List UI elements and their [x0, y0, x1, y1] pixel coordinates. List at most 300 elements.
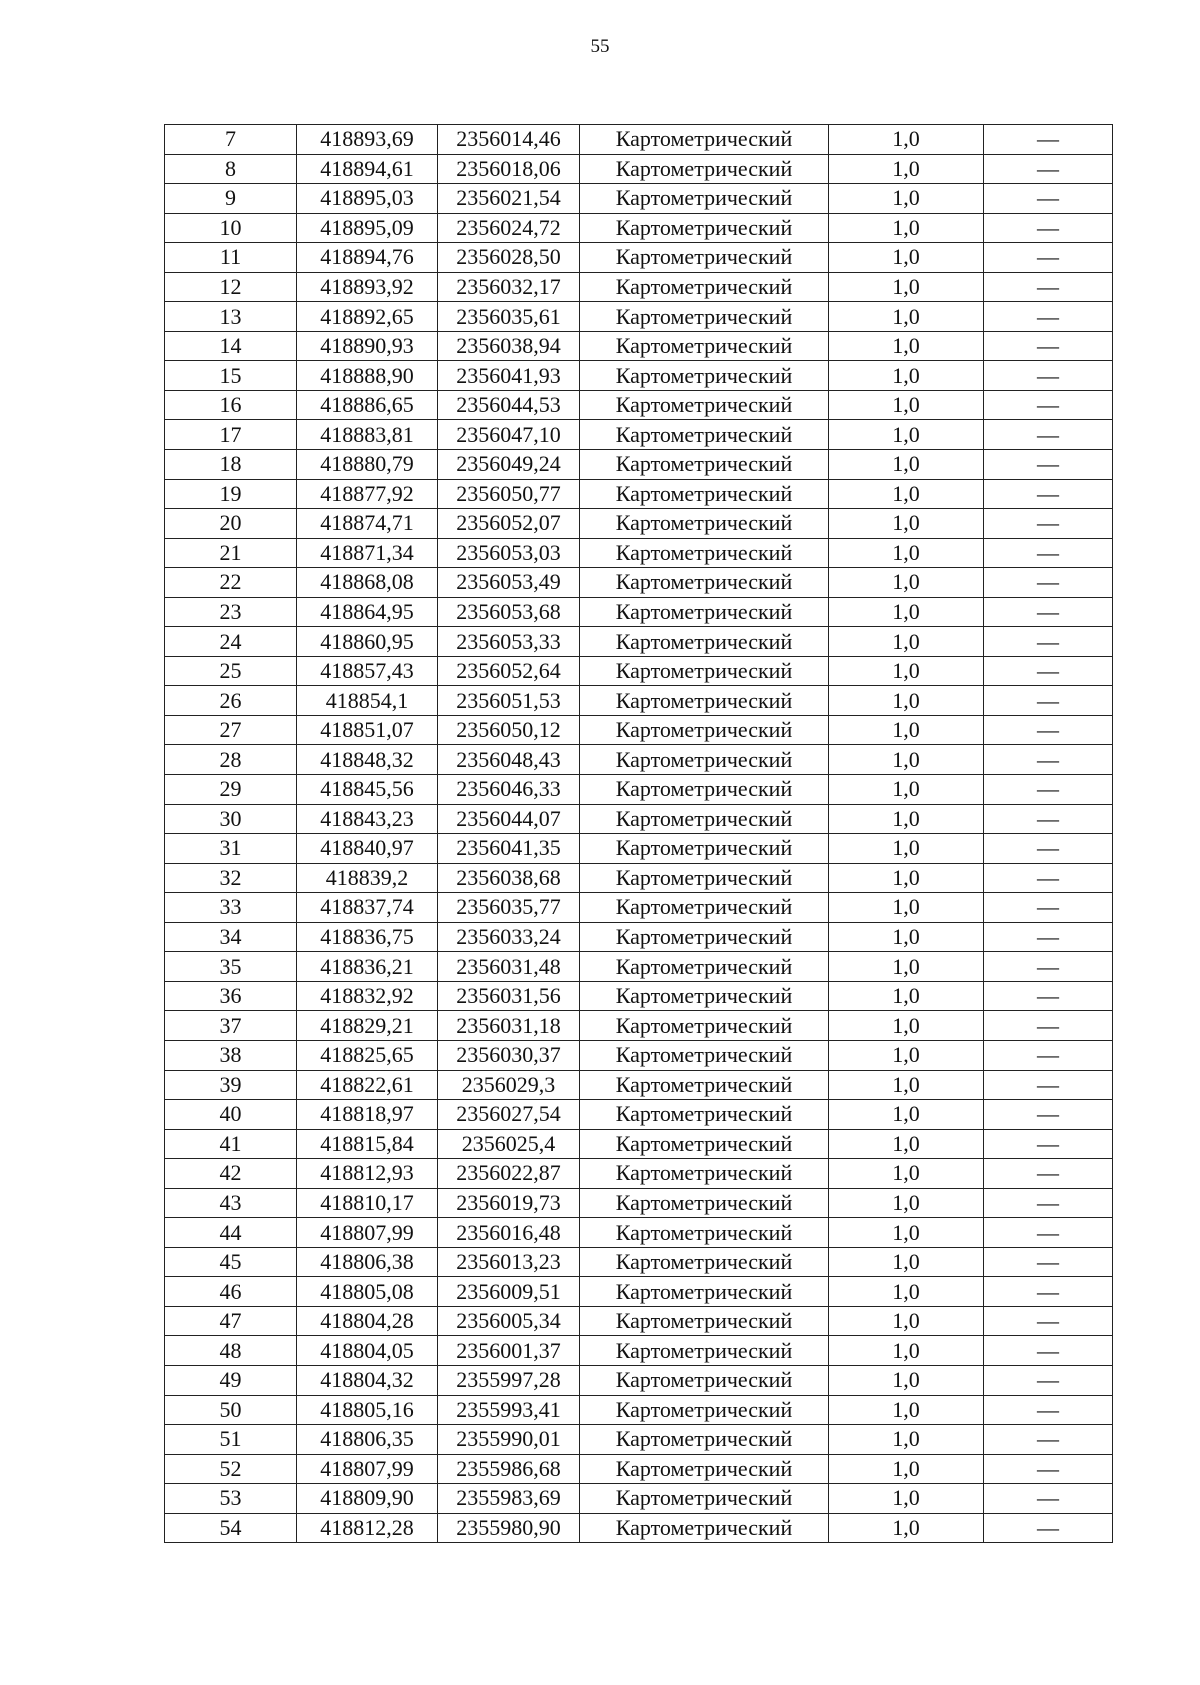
description-cell: — [984, 272, 1113, 302]
table-row [165, 1247, 1113, 1277]
table-row [165, 1129, 1113, 1159]
point-number-cell: 23 [165, 597, 297, 627]
y-coordinate-cell: 2356053,33 [438, 627, 580, 657]
x-coordinate-cell: 418840,97 [297, 834, 438, 864]
table-row [165, 1218, 1113, 1248]
method-cell: Картометрический [580, 981, 829, 1011]
method-cell: Картометрический [580, 1336, 829, 1366]
point-number-cell: 54 [165, 1513, 297, 1543]
table-row [165, 302, 1113, 332]
y-coordinate-cell: 2355980,90 [438, 1513, 580, 1543]
table-row [165, 125, 1113, 155]
point-number-cell: 34 [165, 922, 297, 952]
accuracy-cell: 1,0 [829, 863, 984, 893]
accuracy-cell: 1,0 [829, 804, 984, 834]
coordinates-table-body [165, 125, 1113, 1543]
x-coordinate-cell: 418895,03 [297, 184, 438, 214]
accuracy-cell: 1,0 [829, 1425, 984, 1455]
accuracy-cell: 1,0 [829, 1188, 984, 1218]
x-coordinate-cell: 418815,84 [297, 1129, 438, 1159]
y-coordinate-cell: 2356052,07 [438, 509, 580, 539]
method-cell: Картометрический [580, 509, 829, 539]
method-cell: Картометрический [580, 125, 829, 155]
y-coordinate-cell: 2356025,4 [438, 1129, 580, 1159]
y-coordinate-cell: 2356053,49 [438, 568, 580, 598]
x-coordinate-cell: 418837,74 [297, 893, 438, 923]
x-coordinate-cell: 418888,90 [297, 361, 438, 391]
accuracy-cell: 1,0 [829, 479, 984, 509]
table-row [165, 686, 1113, 716]
x-coordinate-cell: 418894,76 [297, 243, 438, 273]
description-cell: — [984, 1247, 1113, 1277]
method-cell: Картометрический [580, 715, 829, 745]
description-cell: — [984, 627, 1113, 657]
x-coordinate-cell: 418807,99 [297, 1454, 438, 1484]
description-cell: — [984, 1129, 1113, 1159]
y-coordinate-cell: 2356013,23 [438, 1247, 580, 1277]
point-number-cell: 30 [165, 804, 297, 834]
table-row [165, 1277, 1113, 1307]
accuracy-cell: 1,0 [829, 1277, 984, 1307]
x-coordinate-cell: 418818,97 [297, 1100, 438, 1130]
x-coordinate-cell: 418804,28 [297, 1306, 438, 1336]
table-row [165, 184, 1113, 214]
y-coordinate-cell: 2355993,41 [438, 1395, 580, 1425]
y-coordinate-cell: 2356018,06 [438, 154, 580, 184]
method-cell: Картометрический [580, 302, 829, 332]
point-number-cell: 24 [165, 627, 297, 657]
y-coordinate-cell: 2355997,28 [438, 1365, 580, 1395]
accuracy-cell: 1,0 [829, 213, 984, 243]
x-coordinate-cell: 418860,95 [297, 627, 438, 657]
accuracy-cell: 1,0 [829, 1011, 984, 1041]
point-number-cell: 50 [165, 1395, 297, 1425]
point-number-cell: 40 [165, 1100, 297, 1130]
x-coordinate-cell: 418848,32 [297, 745, 438, 775]
x-coordinate-cell: 418851,07 [297, 715, 438, 745]
accuracy-cell: 1,0 [829, 1336, 984, 1366]
accuracy-cell: 1,0 [829, 1218, 984, 1248]
accuracy-cell: 1,0 [829, 1100, 984, 1130]
table-row [165, 390, 1113, 420]
description-cell: — [984, 1425, 1113, 1455]
point-number-cell: 46 [165, 1277, 297, 1307]
point-number-cell: 49 [165, 1365, 297, 1395]
table-row [165, 952, 1113, 982]
table-row [165, 627, 1113, 657]
x-coordinate-cell: 418825,65 [297, 1040, 438, 1070]
table-row [165, 1336, 1113, 1366]
y-coordinate-cell: 2356051,53 [438, 686, 580, 716]
table-row [165, 1484, 1113, 1514]
point-number-cell: 28 [165, 745, 297, 775]
method-cell: Картометрический [580, 213, 829, 243]
table-row [165, 1011, 1113, 1041]
table-row [165, 597, 1113, 627]
method-cell: Картометрический [580, 745, 829, 775]
point-number-cell: 36 [165, 981, 297, 1011]
description-cell: — [984, 745, 1113, 775]
accuracy-cell: 1,0 [829, 1484, 984, 1514]
point-number-cell: 48 [165, 1336, 297, 1366]
method-cell: Картометрический [580, 1425, 829, 1455]
x-coordinate-cell: 418806,38 [297, 1247, 438, 1277]
table-row [165, 893, 1113, 923]
accuracy-cell: 1,0 [829, 509, 984, 539]
table-row [165, 1188, 1113, 1218]
x-coordinate-cell: 418880,79 [297, 450, 438, 480]
x-coordinate-cell: 418871,34 [297, 538, 438, 568]
accuracy-cell: 1,0 [829, 1454, 984, 1484]
method-cell: Картометрический [580, 420, 829, 450]
method-cell: Картометрический [580, 1484, 829, 1514]
method-cell: Картометрический [580, 1188, 829, 1218]
accuracy-cell: 1,0 [829, 538, 984, 568]
description-cell: — [984, 893, 1113, 923]
x-coordinate-cell: 418883,81 [297, 420, 438, 450]
method-cell: Картометрический [580, 184, 829, 214]
accuracy-cell: 1,0 [829, 893, 984, 923]
description-cell: — [984, 656, 1113, 686]
y-coordinate-cell: 2356053,03 [438, 538, 580, 568]
method-cell: Картометрический [580, 1454, 829, 1484]
x-coordinate-cell: 418807,99 [297, 1218, 438, 1248]
point-number-cell: 41 [165, 1129, 297, 1159]
x-coordinate-cell: 418804,05 [297, 1336, 438, 1366]
description-cell: — [984, 1040, 1113, 1070]
accuracy-cell: 1,0 [829, 331, 984, 361]
accuracy-cell: 1,0 [829, 361, 984, 391]
description-cell: — [984, 952, 1113, 982]
point-number-cell: 16 [165, 390, 297, 420]
method-cell: Картометрический [580, 154, 829, 184]
y-coordinate-cell: 2356038,68 [438, 863, 580, 893]
y-coordinate-cell: 2356029,3 [438, 1070, 580, 1100]
description-cell: — [984, 1218, 1113, 1248]
accuracy-cell: 1,0 [829, 390, 984, 420]
point-number-cell: 26 [165, 686, 297, 716]
point-number-cell: 32 [165, 863, 297, 893]
x-coordinate-cell: 418893,92 [297, 272, 438, 302]
x-coordinate-cell: 418810,17 [297, 1188, 438, 1218]
y-coordinate-cell: 2356053,68 [438, 597, 580, 627]
y-coordinate-cell: 2356024,72 [438, 213, 580, 243]
method-cell: Картометрический [580, 1277, 829, 1307]
y-coordinate-cell: 2356016,48 [438, 1218, 580, 1248]
x-coordinate-cell: 418829,21 [297, 1011, 438, 1041]
point-number-cell: 29 [165, 775, 297, 805]
y-coordinate-cell: 2356035,61 [438, 302, 580, 332]
description-cell: — [984, 331, 1113, 361]
table-row [165, 715, 1113, 745]
description-cell: — [984, 775, 1113, 805]
point-number-cell: 14 [165, 331, 297, 361]
y-coordinate-cell: 2356009,51 [438, 1277, 580, 1307]
x-coordinate-cell: 418832,92 [297, 981, 438, 1011]
description-cell: — [984, 1070, 1113, 1100]
method-cell: Картометрический [580, 538, 829, 568]
y-coordinate-cell: 2356032,17 [438, 272, 580, 302]
x-coordinate-cell: 418874,71 [297, 509, 438, 539]
method-cell: Картометрический [580, 834, 829, 864]
accuracy-cell: 1,0 [829, 302, 984, 332]
point-number-cell: 53 [165, 1484, 297, 1514]
table-row [165, 981, 1113, 1011]
description-cell: — [984, 715, 1113, 745]
x-coordinate-cell: 418804,32 [297, 1365, 438, 1395]
accuracy-cell: 1,0 [829, 184, 984, 214]
y-coordinate-cell: 2356005,34 [438, 1306, 580, 1336]
x-coordinate-cell: 418894,61 [297, 154, 438, 184]
x-coordinate-cell: 418836,75 [297, 922, 438, 952]
accuracy-cell: 1,0 [829, 1070, 984, 1100]
accuracy-cell: 1,0 [829, 1306, 984, 1336]
method-cell: Картометрический [580, 1129, 829, 1159]
y-coordinate-cell: 2356044,53 [438, 390, 580, 420]
method-cell: Картометрический [580, 1247, 829, 1277]
x-coordinate-cell: 418805,08 [297, 1277, 438, 1307]
method-cell: Картометрический [580, 627, 829, 657]
table-row [165, 420, 1113, 450]
point-number-cell: 9 [165, 184, 297, 214]
method-cell: Картометрический [580, 479, 829, 509]
point-number-cell: 35 [165, 952, 297, 982]
method-cell: Картометрический [580, 1306, 829, 1336]
table-row [165, 1306, 1113, 1336]
accuracy-cell: 1,0 [829, 952, 984, 982]
table-row [165, 1454, 1113, 1484]
x-coordinate-cell: 418805,16 [297, 1395, 438, 1425]
y-coordinate-cell: 2356052,64 [438, 656, 580, 686]
x-coordinate-cell: 418809,90 [297, 1484, 438, 1514]
description-cell: — [984, 213, 1113, 243]
description-cell: — [984, 1513, 1113, 1543]
point-number-cell: 19 [165, 479, 297, 509]
table-row [165, 479, 1113, 509]
method-cell: Картометрический [580, 1365, 829, 1395]
y-coordinate-cell: 2356022,87 [438, 1159, 580, 1189]
method-cell: Картометрический [580, 272, 829, 302]
table-row [165, 1070, 1113, 1100]
method-cell: Картометрический [580, 450, 829, 480]
x-coordinate-cell: 418886,65 [297, 390, 438, 420]
y-coordinate-cell: 2356038,94 [438, 331, 580, 361]
description-cell: — [984, 804, 1113, 834]
accuracy-cell: 1,0 [829, 981, 984, 1011]
x-coordinate-cell: 418864,95 [297, 597, 438, 627]
x-coordinate-cell: 418812,28 [297, 1513, 438, 1543]
description-cell: — [984, 1484, 1113, 1514]
method-cell: Картометрический [580, 893, 829, 923]
table-row [165, 568, 1113, 598]
y-coordinate-cell: 2356048,43 [438, 745, 580, 775]
table-row [165, 922, 1113, 952]
table-row [165, 1395, 1113, 1425]
point-number-cell: 31 [165, 834, 297, 864]
coordinates-table [164, 124, 1113, 1543]
description-cell: — [984, 154, 1113, 184]
x-coordinate-cell: 418877,92 [297, 479, 438, 509]
y-coordinate-cell: 2356049,24 [438, 450, 580, 480]
y-coordinate-cell: 2356041,93 [438, 361, 580, 391]
point-number-cell: 10 [165, 213, 297, 243]
accuracy-cell: 1,0 [829, 1159, 984, 1189]
method-cell: Картометрический [580, 686, 829, 716]
point-number-cell: 18 [165, 450, 297, 480]
point-number-cell: 43 [165, 1188, 297, 1218]
table-row [165, 213, 1113, 243]
y-coordinate-cell: 2356030,37 [438, 1040, 580, 1070]
method-cell: Картометрический [580, 243, 829, 273]
point-number-cell: 12 [165, 272, 297, 302]
accuracy-cell: 1,0 [829, 656, 984, 686]
accuracy-cell: 1,0 [829, 1129, 984, 1159]
point-number-cell: 21 [165, 538, 297, 568]
table-row [165, 243, 1113, 273]
accuracy-cell: 1,0 [829, 627, 984, 657]
point-number-cell: 15 [165, 361, 297, 391]
point-number-cell: 51 [165, 1425, 297, 1455]
y-coordinate-cell: 2356027,54 [438, 1100, 580, 1130]
page-number: 55 [590, 36, 610, 57]
description-cell: — [984, 450, 1113, 480]
accuracy-cell: 1,0 [829, 1247, 984, 1277]
point-number-cell: 25 [165, 656, 297, 686]
y-coordinate-cell: 2356035,77 [438, 893, 580, 923]
description-cell: — [984, 981, 1113, 1011]
table-row [165, 745, 1113, 775]
description-cell: — [984, 1011, 1113, 1041]
method-cell: Картометрический [580, 1159, 829, 1189]
accuracy-cell: 1,0 [829, 1040, 984, 1070]
description-cell: — [984, 509, 1113, 539]
point-number-cell: 27 [165, 715, 297, 745]
table-row [165, 834, 1113, 864]
method-cell: Картометрический [580, 1218, 829, 1248]
description-cell: — [984, 834, 1113, 864]
description-cell: — [984, 1306, 1113, 1336]
x-coordinate-cell: 418845,56 [297, 775, 438, 805]
x-coordinate-cell: 418890,93 [297, 331, 438, 361]
y-coordinate-cell: 2356050,77 [438, 479, 580, 509]
method-cell: Картометрический [580, 1040, 829, 1070]
description-cell: — [984, 125, 1113, 155]
y-coordinate-cell: 2356028,50 [438, 243, 580, 273]
accuracy-cell: 1,0 [829, 715, 984, 745]
y-coordinate-cell: 2356014,46 [438, 125, 580, 155]
method-cell: Картометрический [580, 1513, 829, 1543]
table-row [165, 509, 1113, 539]
table-row [165, 1365, 1113, 1395]
y-coordinate-cell: 2355983,69 [438, 1484, 580, 1514]
accuracy-cell: 1,0 [829, 597, 984, 627]
table-row [165, 1040, 1113, 1070]
table-row [165, 331, 1113, 361]
x-coordinate-cell: 418892,65 [297, 302, 438, 332]
x-coordinate-cell: 418868,08 [297, 568, 438, 598]
x-coordinate-cell: 418854,1 [297, 686, 438, 716]
point-number-cell: 22 [165, 568, 297, 598]
method-cell: Картометрический [580, 775, 829, 805]
table-row [165, 863, 1113, 893]
description-cell: — [984, 420, 1113, 450]
accuracy-cell: 1,0 [829, 420, 984, 450]
point-number-cell: 13 [165, 302, 297, 332]
table-row [165, 804, 1113, 834]
accuracy-cell: 1,0 [829, 272, 984, 302]
accuracy-cell: 1,0 [829, 125, 984, 155]
description-cell: — [984, 243, 1113, 273]
description-cell: — [984, 1395, 1113, 1425]
y-coordinate-cell: 2356050,12 [438, 715, 580, 745]
method-cell: Картометрический [580, 804, 829, 834]
description-cell: — [984, 361, 1113, 391]
method-cell: Картометрический [580, 361, 829, 391]
x-coordinate-cell: 418812,93 [297, 1159, 438, 1189]
table-row [165, 154, 1113, 184]
y-coordinate-cell: 2356044,07 [438, 804, 580, 834]
table-row [165, 538, 1113, 568]
y-coordinate-cell: 2355990,01 [438, 1425, 580, 1455]
method-cell: Картометрический [580, 1011, 829, 1041]
method-cell: Картометрический [580, 952, 829, 982]
x-coordinate-cell: 418895,09 [297, 213, 438, 243]
method-cell: Картометрический [580, 331, 829, 361]
accuracy-cell: 1,0 [829, 450, 984, 480]
y-coordinate-cell: 2356046,33 [438, 775, 580, 805]
description-cell: — [984, 302, 1113, 332]
x-coordinate-cell: 418836,21 [297, 952, 438, 982]
point-number-cell: 39 [165, 1070, 297, 1100]
point-number-cell: 17 [165, 420, 297, 450]
description-cell: — [984, 597, 1113, 627]
point-number-cell: 38 [165, 1040, 297, 1070]
description-cell: — [984, 1277, 1113, 1307]
method-cell: Картометрический [580, 863, 829, 893]
description-cell: — [984, 568, 1113, 598]
accuracy-cell: 1,0 [829, 568, 984, 598]
y-coordinate-cell: 2356031,56 [438, 981, 580, 1011]
point-number-cell: 7 [165, 125, 297, 155]
table-row [165, 1513, 1113, 1543]
description-cell: — [984, 1159, 1113, 1189]
x-coordinate-cell: 418806,35 [297, 1425, 438, 1455]
point-number-cell: 42 [165, 1159, 297, 1189]
table-row [165, 1425, 1113, 1455]
y-coordinate-cell: 2356033,24 [438, 922, 580, 952]
point-number-cell: 8 [165, 154, 297, 184]
table-row [165, 1100, 1113, 1130]
point-number-cell: 52 [165, 1454, 297, 1484]
method-cell: Картометрический [580, 597, 829, 627]
accuracy-cell: 1,0 [829, 775, 984, 805]
table-row [165, 450, 1113, 480]
accuracy-cell: 1,0 [829, 1365, 984, 1395]
method-cell: Картометрический [580, 656, 829, 686]
description-cell: — [984, 184, 1113, 214]
point-number-cell: 33 [165, 893, 297, 923]
method-cell: Картометрический [580, 1070, 829, 1100]
description-cell: — [984, 1454, 1113, 1484]
accuracy-cell: 1,0 [829, 686, 984, 716]
table-row [165, 361, 1113, 391]
y-coordinate-cell: 2355986,68 [438, 1454, 580, 1484]
description-cell: — [984, 1336, 1113, 1366]
accuracy-cell: 1,0 [829, 1395, 984, 1425]
method-cell: Картометрический [580, 1395, 829, 1425]
point-number-cell: 44 [165, 1218, 297, 1248]
accuracy-cell: 1,0 [829, 154, 984, 184]
